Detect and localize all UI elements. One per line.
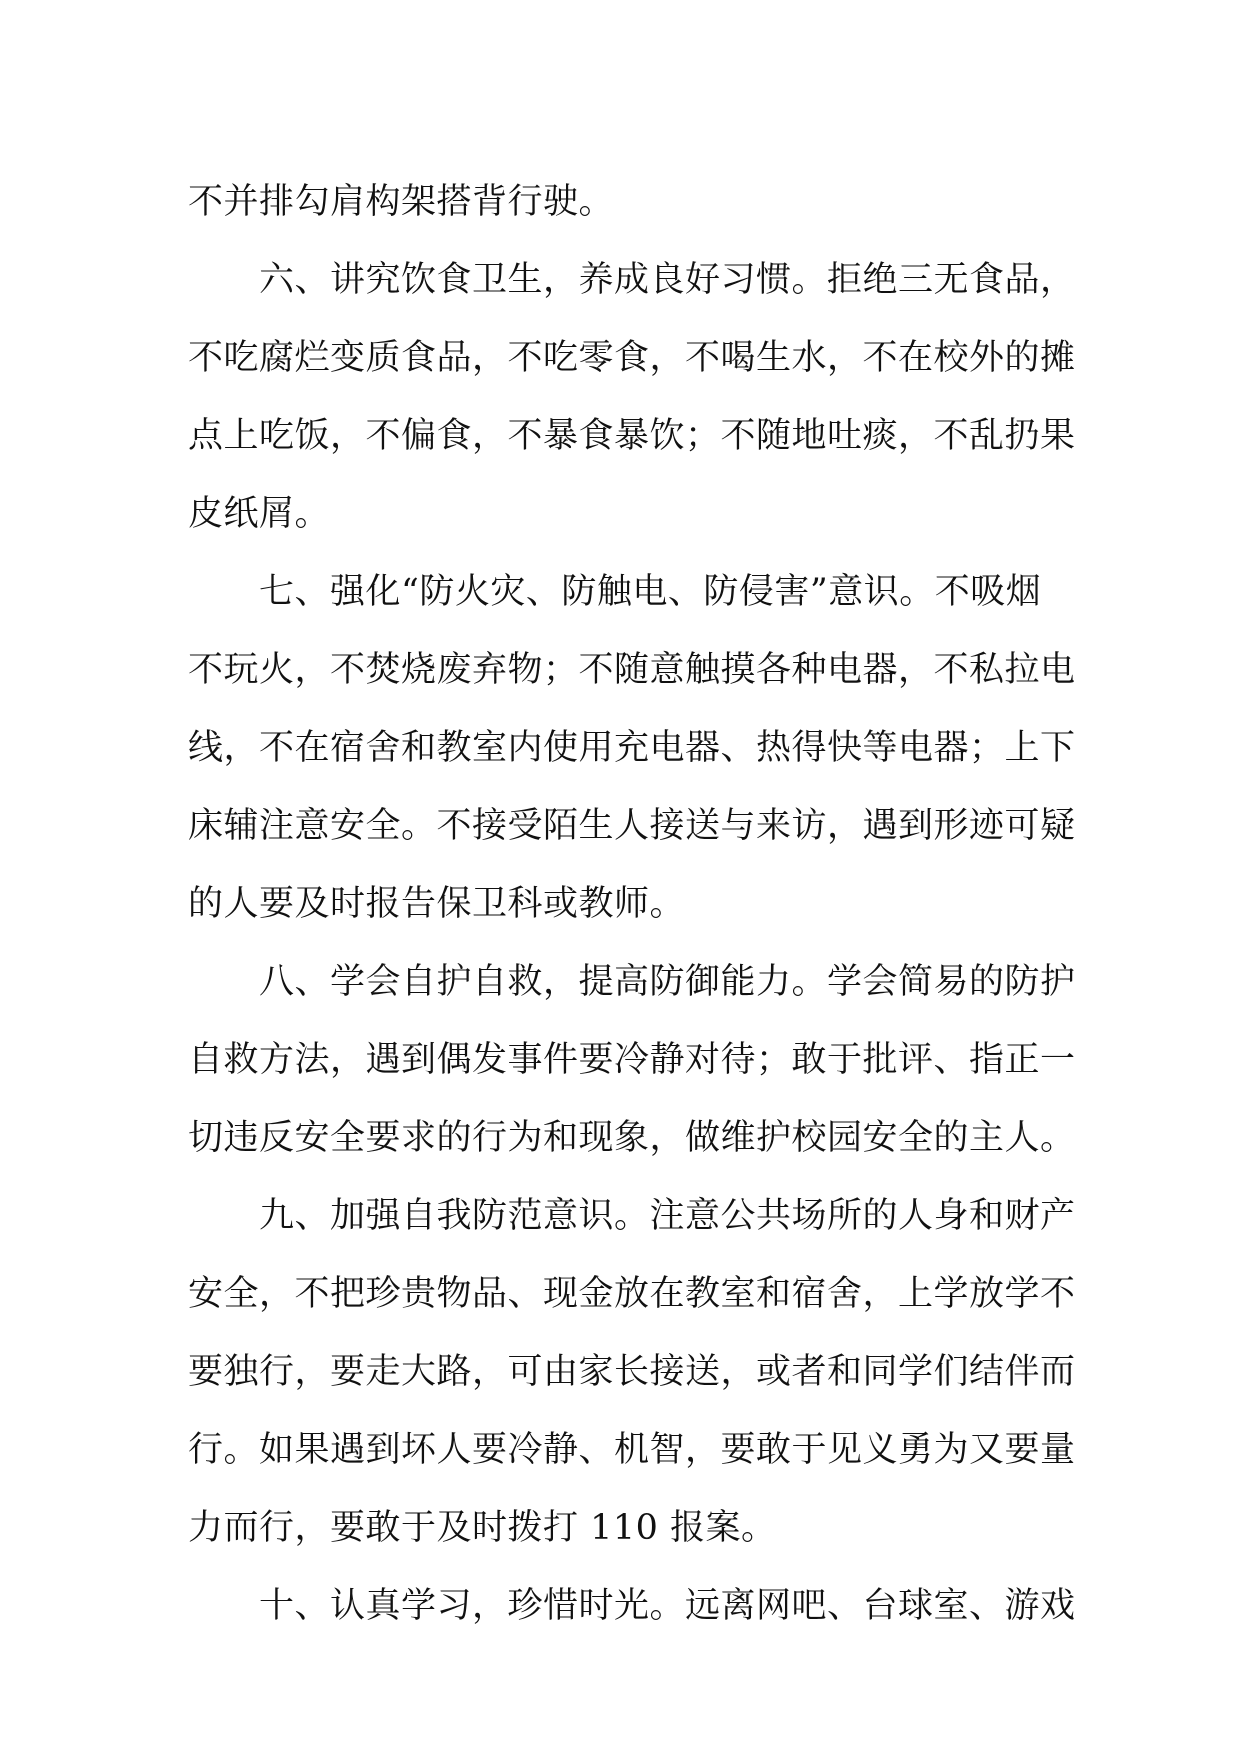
text-line: 线，不在宿舍和教室内使用充电器、热得快等电器；上下: [188, 728, 1076, 768]
text-line: 皮纸屑。: [188, 494, 331, 534]
text-line: 安全，不把珍贵物品、现金放在教室和宿舍，上学放学不: [188, 1274, 1076, 1314]
text-line: 要独行，要走大路，可由家长接送，或者和同学们结伴而: [188, 1352, 1076, 1392]
paragraph-ten-line: 十、认真学习，珍惜时光。远离网吧、台球室、游戏: [188, 1586, 1076, 1626]
text-line: 不玩火，不焚烧废弃物；不随意触摸各种电器，不私拉电: [188, 650, 1076, 690]
paragraph-eight-line: 八、学会自护自救，提高防御能力。学会简易的防护: [188, 962, 1076, 1002]
text-line: 力而行，要敢于及时拨打 110 报案。: [188, 1508, 777, 1548]
text-line: 点上吃饭，不偏食，不暴食暴饮；不随地吐痰，不乱扔果: [188, 416, 1076, 456]
text-line: 自救方法，遇到偶发事件要冷静对待；敢于批评、指正一: [188, 1040, 1076, 1080]
document-body: [188, 163, 1076, 1645]
text-line: 切违反安全要求的行为和现象，做维护校园安全的主人。: [188, 1118, 1076, 1158]
text-line: 床辅注意安全。不接受陌生人接送与来访，遇到形迹可疑: [188, 806, 1076, 846]
text-line: 不并排勾肩构架搭背行驶。: [188, 182, 615, 222]
paragraph-seven-line: 七、强化“防火灾、防触电、防侵害”意识。不吸烟: [188, 572, 1042, 612]
paragraph-nine-line: 九、加强自我防范意识。注意公共场所的人身和财产: [188, 1196, 1076, 1236]
text-line: 不吃腐烂变质食品，不吃零食，不喝生水，不在校外的摊: [188, 338, 1076, 378]
paragraph-six-line: 六、讲究饮食卫生，养成良好习惯。拒绝三无食品，: [188, 260, 1076, 300]
text-line: 行。如果遇到坏人要冷静、机智，要敢于见义勇为又要量: [188, 1430, 1076, 1470]
text-line: 的人要及时报告保卫科或教师。: [188, 884, 686, 924]
